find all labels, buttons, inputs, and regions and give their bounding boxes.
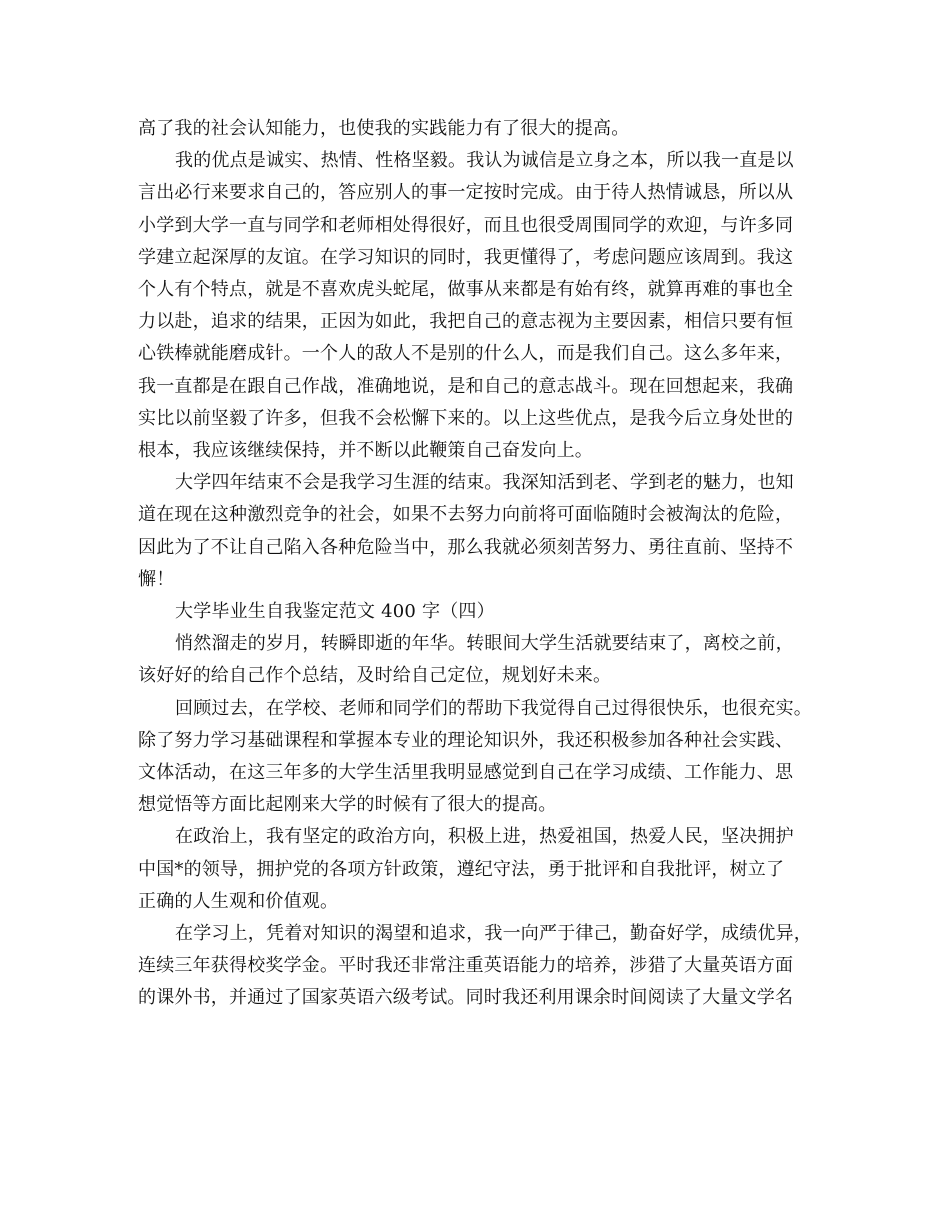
text-line: 我一直都是在跟自己作战，准确地说，是和自己的意志战斗。现在回想起来，我确 (138, 375, 794, 397)
text-line: 连续三年获得校奖学金。平时我还非常注重英语能力的培养，涉猎了大量英语方面 (138, 955, 794, 977)
text-line: 小学到大学一直与同学和老师相处得很好，而且也很受周围同学的欢迎，与许多同 (138, 214, 794, 236)
text-line: 道在现在这种激烈竞争的社会，如果不去努力向前将可面临随时会被淘汰的危险， (138, 504, 794, 526)
text-line: 心铁棒就能磨成针。一个人的敌人不是别的什么人，而是我们自己。这么多年来， (138, 343, 794, 365)
text-line: 除了努力学习基础课程和掌握本专业的理论知识外，我还积极参加各种社会实践、 (138, 729, 794, 751)
paragraph-first-line: 大学毕业生自我鉴定范文 400 字（四） (175, 601, 495, 623)
paragraph-first-line: 我的优点是诚实、热情、性格坚毅。我认为诚信是立身之本，所以我一直是以 (175, 150, 794, 172)
text-line: 力以赴，追求的结果，正因为如此，我把自己的意志视为主要因素，相信只要有恒 (138, 311, 794, 333)
text-line: 实比以前坚毅了许多，但我不会松懈下来的。以上这些优点，是我今后立身处世的 (138, 407, 794, 429)
text-line: 中国*的领导，拥护党的各项方针政策，遵纪守法，勇于批评和自我批评，树立了 (138, 858, 785, 880)
paragraph-first-line: 回顾过去，在学校、老师和同学们的帮助下我觉得自己过得很快乐，也很充实。 (175, 697, 812, 719)
text-line: 因此为了不让自己陷入各种危险当中，那么我就必须刻苦努力、勇往直前、坚持不 (138, 536, 794, 558)
text-line: 懈！ (138, 568, 175, 590)
text-line: 正确的人生观和价值观。 (138, 890, 339, 912)
text-line: 该好好的给自己作个总结，及时给自己定位，规划好未来。 (138, 665, 612, 687)
text-line: 个人有个特点，就是不喜欢虎头蛇尾，做事从来都是有始有终，就算再难的事也全 (138, 279, 794, 301)
text-line: 文体活动，在这三年多的大学生活里我明显感觉到自己在学习成绩、工作能力、思 (138, 762, 794, 784)
text-line: 的课外书，并通过了国家英语六级考试。同时我还利用课余时间阅读了大量文学名 (138, 987, 794, 1009)
text-line: 学建立起深厚的友谊。在学习知识的同时，我更懂得了，考虑问题应该周到。我这 (138, 246, 794, 268)
paragraph-first-line: 在学习上，凭着对知识的渴望和追求，我一向严于律己，勤奋好学，成绩优异， (175, 923, 812, 945)
text-line: 高了我的社会认知能力，也使我的实践能力有了很大的提高。 (138, 118, 630, 139)
document-body (138, 113, 818, 1015)
paragraph-first-line: 大学四年结束不会是我学习生涯的结束。我深知活到老、学到老的魅力，也知 (175, 472, 794, 494)
text-line: 根本，我应该继续保持，并不断以此鞭策自己奋发向上。 (138, 440, 593, 462)
paragraph-first-line: 悄然溜走的岁月，转瞬即逝的年华。转眼间大学生活就要结束了，离校之前， (175, 633, 794, 655)
text-line: 想觉悟等方面比起刚来大学的时候有了很大的提高。 (138, 794, 557, 816)
paragraph-first-line: 在政治上，我有坚定的政治方向，积极上进，热爱祖国，热爱人民，坚决拥护 (175, 826, 794, 848)
text-line: 言出必行来要求自己的，答应别人的事一定按时完成。由于待人热情诚恳，所以从 (138, 182, 794, 204)
